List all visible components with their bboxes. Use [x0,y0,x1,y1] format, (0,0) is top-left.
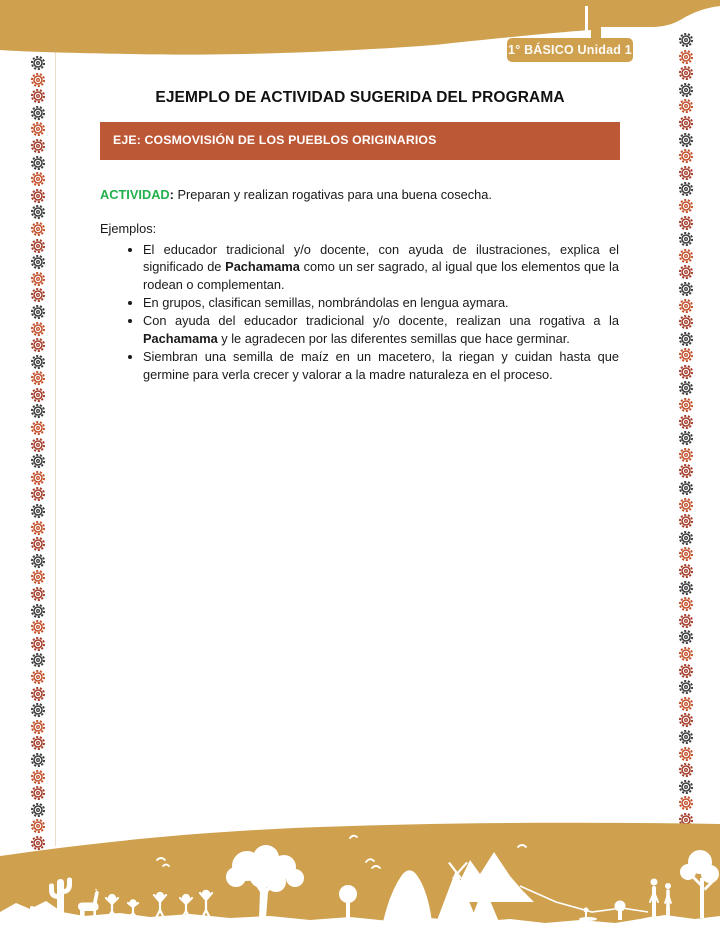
rosette-ornament-icon [30,603,46,619]
rosette-ornament-icon [678,762,694,778]
rosette-ornament-icon [678,397,694,413]
rosette-ornament-icon [30,802,46,818]
actividad-colon: : [169,187,174,202]
rosette-ornament-icon [678,646,694,662]
rosette-ornament-icon [30,171,46,187]
rosette-ornament-icon [678,795,694,811]
rosette-ornament-icon [678,430,694,446]
rosette-ornament-icon [30,453,46,469]
rosette-ornament-icon [678,215,694,231]
rosette-ornament-icon [30,636,46,652]
rosette-ornament-icon [30,337,46,353]
rosette-ornament-icon [678,98,694,114]
bullet-text: El educador tradicional y/o docente, con ayuda de ilustraciones, explica el significado de [143,241,619,275]
rosette-ornament-icon [678,380,694,396]
rosette-ornament-icon [30,769,46,785]
rosette-ornament-icon [678,746,694,762]
rosette-ornament-icon [678,132,694,148]
rosette-ornament-icon [30,221,46,237]
rosette-ornament-icon [30,204,46,220]
actividad-text: Preparan y realizan rogativas para una buena cosecha. [173,187,492,202]
rosette-ornament-icon [678,580,694,596]
ejemplos-label: Ejemplos: [100,221,157,237]
rosette-ornament-icon [678,198,694,214]
bullet-text: Con ayuda del educador tradicional y/o docente, realizan una rogativa a la [143,313,619,329]
rosette-ornament-icon [678,663,694,679]
rosette-ornament-icon [30,520,46,536]
rosette-ornament-icon [30,271,46,287]
rosette-ornament-icon [678,314,694,330]
rosette-ornament-icon [30,785,46,801]
bullet-bold-term: Pachamama [225,259,300,275]
rosette-ornament-icon [30,321,46,337]
left-ornament-border [30,55,46,851]
rosette-ornament-icon [678,530,694,546]
rosette-ornament-icon [30,536,46,552]
rosette-ornament-icon [678,82,694,98]
ejemplo-bullet [143,348,620,383]
ejemplo-bullet [143,241,620,293]
rosette-ornament-icon [678,231,694,247]
rosette-ornament-icon [30,105,46,121]
rosette-ornament-icon [30,586,46,602]
bottom-band-decoration [0,820,720,932]
rosette-ornament-icon [678,32,694,48]
rosette-ornament-icon [30,155,46,171]
rosette-ornament-icon [678,248,694,264]
rosette-ornament-icon [30,138,46,154]
bullet-text: y le agradecen por las diferentes semillas que hace germinar. [217,330,570,346]
rosette-ornament-icon [678,779,694,795]
rosette-ornament-icon [30,752,46,768]
page-fold-line [55,46,56,846]
rosette-ornament-icon [678,497,694,513]
bullet-text: En grupos, clasifican semillas, nombrándolas en lengua aymara. [143,295,509,311]
rosette-ornament-icon [30,669,46,685]
rosette-ornament-icon [678,447,694,463]
rosette-ornament-icon [678,364,694,380]
rosette-ornament-icon [678,148,694,164]
rosette-ornament-icon [30,55,46,71]
rosette-ornament-icon [30,686,46,702]
rosette-ornament-icon [30,72,46,88]
bullet-text: como un ser sagrado, al igual que los elementos que la rodean o complementan. [143,259,619,292]
rosette-ornament-icon [678,115,694,131]
bullet-bold-term: Pachamama [143,330,218,346]
right-ornament-border [678,32,694,828]
rosette-ornament-icon [30,420,46,436]
rosette-ornament-icon [678,264,694,280]
rosette-ornament-icon [678,347,694,363]
ejemplo-bullet [143,312,620,347]
eje-section-header [100,122,620,160]
rosette-ornament-icon [30,354,46,370]
rosette-ornament-icon [30,486,46,502]
rosette-ornament-icon [678,513,694,529]
rosette-ornament-icon [30,553,46,569]
rosette-ornament-icon [30,619,46,635]
rosette-ornament-icon [30,287,46,303]
rosette-ornament-icon [678,613,694,629]
rosette-ornament-icon [678,696,694,712]
rosette-ornament-icon [678,331,694,347]
page-title: EJEMPLO DE ACTIVIDAD SUGERIDA DEL PROGRAMA [155,89,565,106]
rosette-ornament-icon [678,414,694,430]
rosette-ornament-icon [30,254,46,270]
rosette-ornament-icon [678,281,694,297]
document-content [100,0,620,383]
rosette-ornament-icon [30,470,46,486]
rosette-ornament-icon [30,188,46,204]
rosette-ornament-icon [678,596,694,612]
rosette-ornament-icon [30,387,46,403]
rosette-ornament-icon [30,238,46,254]
rosette-ornament-icon [30,304,46,320]
ejemplo-bullet [143,294,620,311]
rosette-ornament-icon [678,165,694,181]
rosette-ornament-icon [678,563,694,579]
rosette-ornament-icon [678,480,694,496]
rosette-ornament-icon [678,181,694,197]
rosette-ornament-icon [30,735,46,751]
actividad-line [100,186,620,203]
rosette-ornament-icon [678,712,694,728]
rosette-ornament-icon [30,121,46,137]
rosette-ornament-icon [678,298,694,314]
rosette-ornament-icon [30,370,46,386]
actividad-label: ACTIVIDAD [100,187,170,202]
eje-label: EJE: COSMOVISIÓN DE LOS PUEBLOS ORIGINARIOS [113,132,437,147]
rosette-ornament-icon [678,729,694,745]
rosette-ornament-icon [30,437,46,453]
rosette-ornament-icon [30,702,46,718]
rosette-ornament-icon [30,652,46,668]
rosette-ornament-icon [678,629,694,645]
rosette-ornament-icon [678,463,694,479]
bullet-text: Siembran una semilla de maíz en un macetero, la riegan y cuidan hasta que germine para verla crecer y valorar a la madre naturaleza en el proceso. [143,349,619,382]
rosette-ornament-icon [678,65,694,81]
rosette-ornament-icon [30,403,46,419]
unit-badge: 1° BÁSICO Unidad 1 [507,38,633,62]
rosette-ornament-icon [30,88,46,104]
rosette-ornament-icon [30,503,46,519]
rosette-ornament-icon [678,546,694,562]
ejemplos-list [100,241,620,383]
rosette-ornament-icon [30,569,46,585]
rosette-ornament-icon [30,719,46,735]
rosette-ornament-icon [678,679,694,695]
rosette-ornament-icon [678,49,694,65]
